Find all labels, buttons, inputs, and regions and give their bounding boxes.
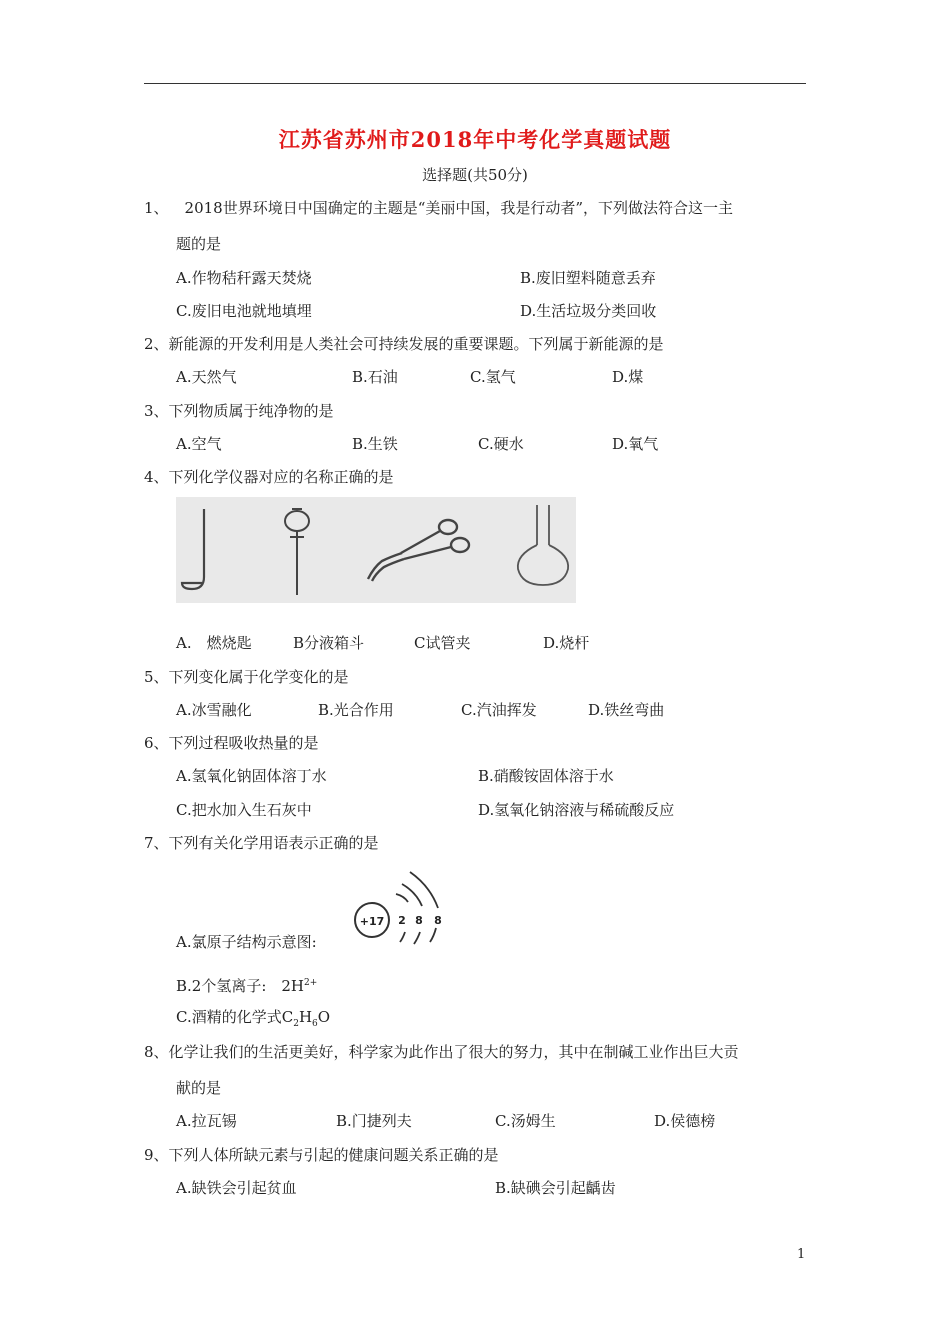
question-9-option-b: B.缺碘会引起齲齿 xyxy=(495,1179,616,1197)
question-1-option-a: A.作物秸秆露天焚烧 xyxy=(176,269,312,287)
question-text: 下列变化属于化学变化的是 xyxy=(168,668,349,686)
question-2-option-a: A.天然气 xyxy=(176,368,237,386)
question-4-option-c: C试管夹 xyxy=(414,634,471,652)
ion-charge: 2+ xyxy=(304,978,318,988)
question-number: 2、 xyxy=(144,335,169,353)
question-1-option-b: B.废旧塑料随意丢弃 xyxy=(520,269,656,287)
question-text: 2018世界环境日中国确定的主题是“美丽中国，我是行动者”，下列做法符合这一主 xyxy=(184,199,734,217)
shell-3-electrons: 8 xyxy=(434,914,442,927)
question-6-option-a: A.氢氧化钠固体溶丁水 xyxy=(176,767,327,785)
page-title: 江苏省苏州市2018年中考化学真题试题 xyxy=(278,127,672,152)
question-6-option-d: D.氢氧化钠溶液与稀硫酸反应 xyxy=(478,801,675,819)
question-6-option-c: C.把水加入生石灰中 xyxy=(176,801,312,819)
question-text: 新能源的开发利用是人类社会可持续发展的重要课题。下列属于新能源的是 xyxy=(168,335,664,353)
question-3-option-c: C.硬水 xyxy=(478,435,524,453)
question-number: 3、 xyxy=(144,402,169,420)
question-9-stem xyxy=(144,1145,499,1165)
question-3-stem xyxy=(144,401,334,421)
question-3-option-b: B.生铁 xyxy=(352,435,398,453)
lab-instruments-drawing xyxy=(176,497,576,603)
question-1-stem-cont: 题的是 xyxy=(176,235,222,253)
question-9-option-a: A.缺铁会引起贫血 xyxy=(176,1179,297,1197)
question-number: 9、 xyxy=(144,1146,169,1164)
question-8-stem-cont: 献的是 xyxy=(176,1079,222,1097)
question-4-option-d: D.烧杆 xyxy=(543,634,590,652)
question-number: 1、 xyxy=(144,199,169,217)
round-flask-icon xyxy=(518,505,568,585)
question-2-option-c: C.氢气 xyxy=(470,368,516,386)
question-3-option-d: D.氧气 xyxy=(612,435,659,453)
question-text: 下列化学仪器对应的名称正确的是 xyxy=(168,468,394,486)
question-2-option-d: D.煤 xyxy=(612,368,644,386)
question-text: 化学让我们的生活更美好，科学家为此作出了很大的努力，其中在制碱工业作出巨大贡 xyxy=(168,1043,739,1061)
question-number: 6、 xyxy=(144,734,169,752)
question-4-option-b: B分液箱斗 xyxy=(293,634,365,652)
question-number: 7、 xyxy=(144,834,169,852)
section-heading: 选择题(共50分) xyxy=(422,166,528,184)
question-7-stem xyxy=(144,833,379,853)
question-1-option-c: C.废旧电池就地填埋 xyxy=(176,302,312,320)
question-number: 8、 xyxy=(144,1043,169,1061)
header-rule xyxy=(144,83,806,84)
question-5-option-a: A.冰雪融化 xyxy=(176,701,252,719)
question-8-option-c: C.汤姆生 xyxy=(495,1112,556,1130)
question-5-option-d: D.铁丝弯曲 xyxy=(588,701,665,719)
question-text: 下列人体所缺元素与引起的健康问题关系正确的是 xyxy=(168,1146,499,1164)
question-8-option-a: A.拉瓦锡 xyxy=(176,1112,237,1130)
question-1-stem xyxy=(144,198,733,218)
question-6-option-b: B.硝酸铵固体溶于水 xyxy=(478,767,614,785)
nucleus-charge: +17 xyxy=(359,915,385,928)
question-2-stem xyxy=(144,334,664,354)
question-5-stem xyxy=(144,667,349,687)
question-5-option-c: C.汽油挥发 xyxy=(461,701,537,719)
shell-1-electrons: 2 xyxy=(398,914,406,927)
question-number: 5、 xyxy=(144,668,169,686)
page-number: 1 xyxy=(797,1247,806,1262)
question-1-option-d: D.生活垃圾分类回收 xyxy=(520,302,657,320)
question-7-option-a: A.氯原子结构示意图: xyxy=(176,933,317,951)
question-4-stem xyxy=(144,467,394,487)
combustion-spoon-icon xyxy=(182,509,204,589)
chlorine-atom-diagram xyxy=(350,862,450,952)
question-2-option-b: B.石油 xyxy=(352,368,398,386)
question-7-option-b: B.2个氢离子: $2H^{2+}$ xyxy=(176,977,318,995)
question-5-option-b: B.光合作用 xyxy=(318,701,394,719)
question-8-option-b: B.门捷列夫 xyxy=(336,1112,412,1130)
question-3-option-a: A.空气 xyxy=(176,435,222,453)
test-tube-clamp-icon xyxy=(368,520,469,581)
question-7-option-c: C.酒精的化学式$C_2H_6O$ xyxy=(176,1008,331,1029)
question-8-option-d: D.侯德榜 xyxy=(654,1112,716,1130)
shell-2-electrons: 8 xyxy=(415,914,423,927)
lab-instruments-figure xyxy=(176,497,576,603)
question-text: 下列有关化学用语表示正确的是 xyxy=(168,834,379,852)
question-number: 4、 xyxy=(144,468,169,486)
question-text: 下列物质属于纯净物的是 xyxy=(168,402,334,420)
question-4-option-a: A. 燃烧匙 xyxy=(176,634,252,652)
question-8-stem xyxy=(144,1042,739,1062)
question-text: 下列过程吸收热量的是 xyxy=(168,734,319,752)
question-6-stem xyxy=(144,733,319,753)
separatory-funnel-icon xyxy=(285,509,309,595)
